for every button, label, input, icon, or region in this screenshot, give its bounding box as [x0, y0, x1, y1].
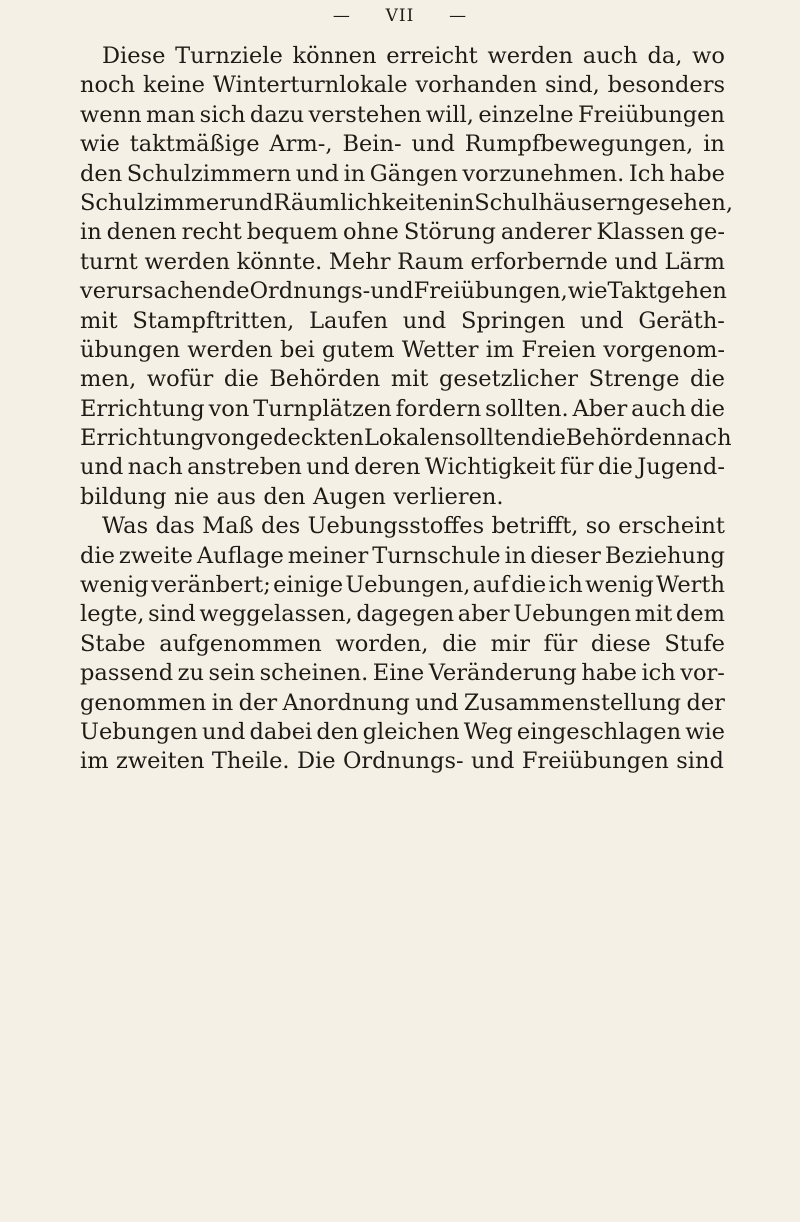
- page-number: VII: [385, 6, 415, 26]
- text-line: Errichtung von Turnplätzen fordern sollten. Aber auch die: [80, 395, 725, 422]
- header-left-dash: —: [332, 6, 351, 26]
- text-line: im zweiten Theile. Die Ordnungs- und Freiübungen sind: [80, 748, 724, 775]
- text-line: noch keine Winterturnlokale vorhanden sind, besonders: [80, 72, 725, 99]
- text-line: legte, sind weggelassen, dagegen aber Uebungen mit dem: [80, 601, 725, 628]
- text-line: und nach anstreben und deren Wichtigkeit für die Jugend-: [80, 454, 725, 481]
- text-line: passend zu sein scheinen. Eine Veränderung habe ich vor-: [80, 660, 725, 687]
- text-line: wenn man sich dazu verstehen will, einzelne Freiübungen: [80, 101, 725, 128]
- text-line: den Schulzimmern und in Gängen vorzunehmen. Ich habe: [80, 160, 725, 187]
- text-line: übungen werden bei gutem Wetter im Freien vorgenom-: [80, 336, 725, 363]
- text-line: wie taktmäßige Arm-, Bein- und Rumpfbewegungen, in: [80, 131, 725, 158]
- text-line: Was das Maß des Uebungsstoffes betrifft, so erscheint: [102, 513, 725, 540]
- text-line: bildung nie aus den Augen verlieren.: [80, 483, 504, 510]
- page-header: [0, 6, 800, 26]
- text-line: Errichtung von gedeckten Lokalen sollten die Behörden nach: [80, 425, 732, 452]
- text-line: Stabe aufgenommen worden, die mir für diese Stufe: [80, 630, 725, 657]
- body-text: [80, 42, 733, 777]
- text-line: wenig veränbert; einige Uebungen, auf die ich wenig Werth: [80, 572, 725, 599]
- text-line: men, wofür die Behörden mit gesetzlicher Strenge die: [80, 366, 725, 393]
- text-line: die zweite Auflage meiner Turnschule in dieser Beziehung: [80, 542, 725, 569]
- text-line: Schulzimmer und Räumlichkeiten in Schulhäusern gesehen,: [80, 189, 733, 216]
- header-right-dash: —: [449, 6, 468, 26]
- text-line: turnt werden könnte. Mehr Raum erforbernde und Lärm: [80, 248, 725, 275]
- text-line: Uebungen und dabei den gleichen Weg eingeschlagen wie: [80, 718, 725, 745]
- text-line: verursachende Ordnungs- und Freiübungen, wie Taktgehen: [80, 278, 727, 305]
- text-line: in denen recht bequem ohne Störung anderer Klassen ge-: [80, 219, 725, 246]
- text-line: genommen in der Anordnung und Zusammenstellung der: [80, 689, 725, 716]
- text-line: mit Stampftritten, Laufen und Springen und Geräth-: [80, 307, 725, 334]
- text-line: Diese Turnziele können erreicht werden auch da, wo: [102, 43, 725, 69]
